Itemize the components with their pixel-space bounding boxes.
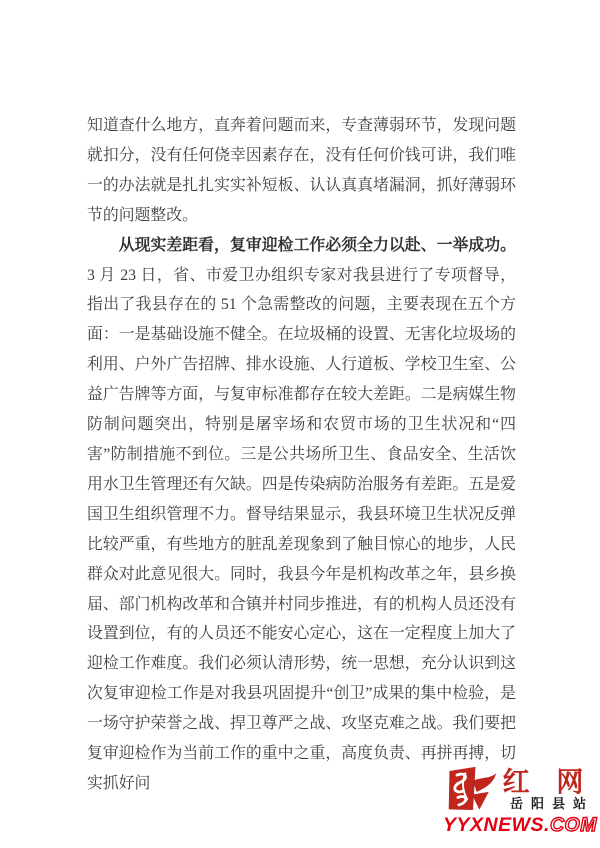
site-url-main: YYXNEWS.	[443, 814, 550, 836]
logo-top-row	[443, 766, 595, 814]
rednet-site-logo	[443, 766, 597, 836]
paragraph-continuation	[87, 111, 516, 231]
station-name: 岳阳县站	[510, 796, 595, 811]
paragraph-2-text: 3 月 23 日，省、市爱卫办组织专家对我县进行了专项督导，指出了我县存在的 51 个急需整改的问题，主要表现在五个方面：一是基础设施不健全。在垃圾桶的设置、无害化垃圾场的利用、户外广告招牌、排水设施、人行道板、学校卫生室、公益广告牌等方面，与复审标准都存在较大差距。二是病媒生物防制问题突出，特别是屠宰场和农贸市场的卫生状况和“四害”防制措施不到位。三是公共场所卫生、食品安全、生活饮用水卫生管理还有欠缺。四是传染病防治服务有差距。五是爱国卫生组织管理不力。督导结果显示，我县环境卫生状况反弹比较严重，有些地方的脏乱差现象到了触目惊心的地步，人民群众对此意见很大。同时，我县今年是机构改革之年，县乡换届、部门机构改革和合镇并村同步推进，有的机构人员还没有设置到位，有的人员还不能安心定心，这在一定程度上加大了迎检工作难度。我们必须认清形势，统一思想，充分认识到这次复审迎检工作是对我县巩固提升“创卫”成果的集中检验，是一场守护荣誉之战、捍卫尊严之战、攻坚克难之战。我们要把复审迎检作为当前工作的重中之重，高度负责、再拼再搏，切实抓好问	[87, 266, 516, 792]
paragraph-2-bold-lead: 从现实差距看，复审迎检工作必须全力以赴、一举成功。	[118, 236, 516, 254]
document-body-text	[87, 111, 516, 799]
logo-wordmark	[502, 768, 594, 812]
site-name: 红 网	[502, 766, 594, 798]
paragraph-1-text: 知道查什么地方，直奔着问题而来，专查薄弱环节，发现问题就扣分，没有任何侥幸因素存在，没有任何价钱可讲，我们唯一的办法就是扎扎实实补短板、认认真真堵漏洞，抓好薄弱环节的问题整改。	[87, 117, 516, 224]
site-url-suffix: COM	[549, 814, 597, 836]
rednet-seal-icon	[443, 766, 499, 814]
site-url	[443, 814, 597, 836]
paragraph-current-gap	[87, 231, 516, 799]
